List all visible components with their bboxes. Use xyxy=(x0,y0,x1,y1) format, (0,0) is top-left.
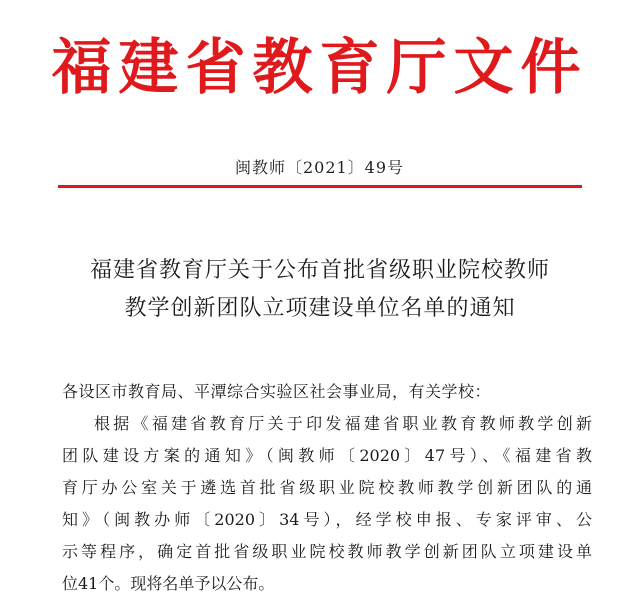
red-divider-line xyxy=(58,185,582,188)
salutation: 各设区市教育局、平潭综合实验区社会事业局，有关学校： xyxy=(62,382,492,401)
paragraph-line: 团队建设方案的通知》（闽教师〔2020〕47号）、《福建省教 xyxy=(62,446,592,465)
document-header-title: 福建省教育厅文件 xyxy=(51,33,588,103)
notice-title-line-2: 教学创新团队立项建设单位名单的通知 xyxy=(124,296,516,321)
paragraph-line: 育厅办公室关于遴选首批省级职业院校教师教学创新团队的通 xyxy=(62,478,592,497)
notice-title-line-1: 福建省教育厅关于公布首批省级职业院校教师 xyxy=(89,258,550,283)
paragraph-line: 位41个。现将名单予以公布。 xyxy=(62,574,275,593)
paragraph-line: 示等程序，确定首批省级职业院校教师教学创新团队立项建设单 xyxy=(62,542,592,561)
paragraph-line: 根据《福建省教育厅关于印发福建省职业教育教师教学创新 xyxy=(94,414,592,433)
paragraph-line: 知》（闽教办师〔2020〕34号），经学校申报、专家评审、公 xyxy=(62,510,592,529)
document-number: 闽教师〔2021〕49号 xyxy=(234,158,405,177)
notice-body xyxy=(62,376,592,600)
notice-title xyxy=(20,252,620,328)
